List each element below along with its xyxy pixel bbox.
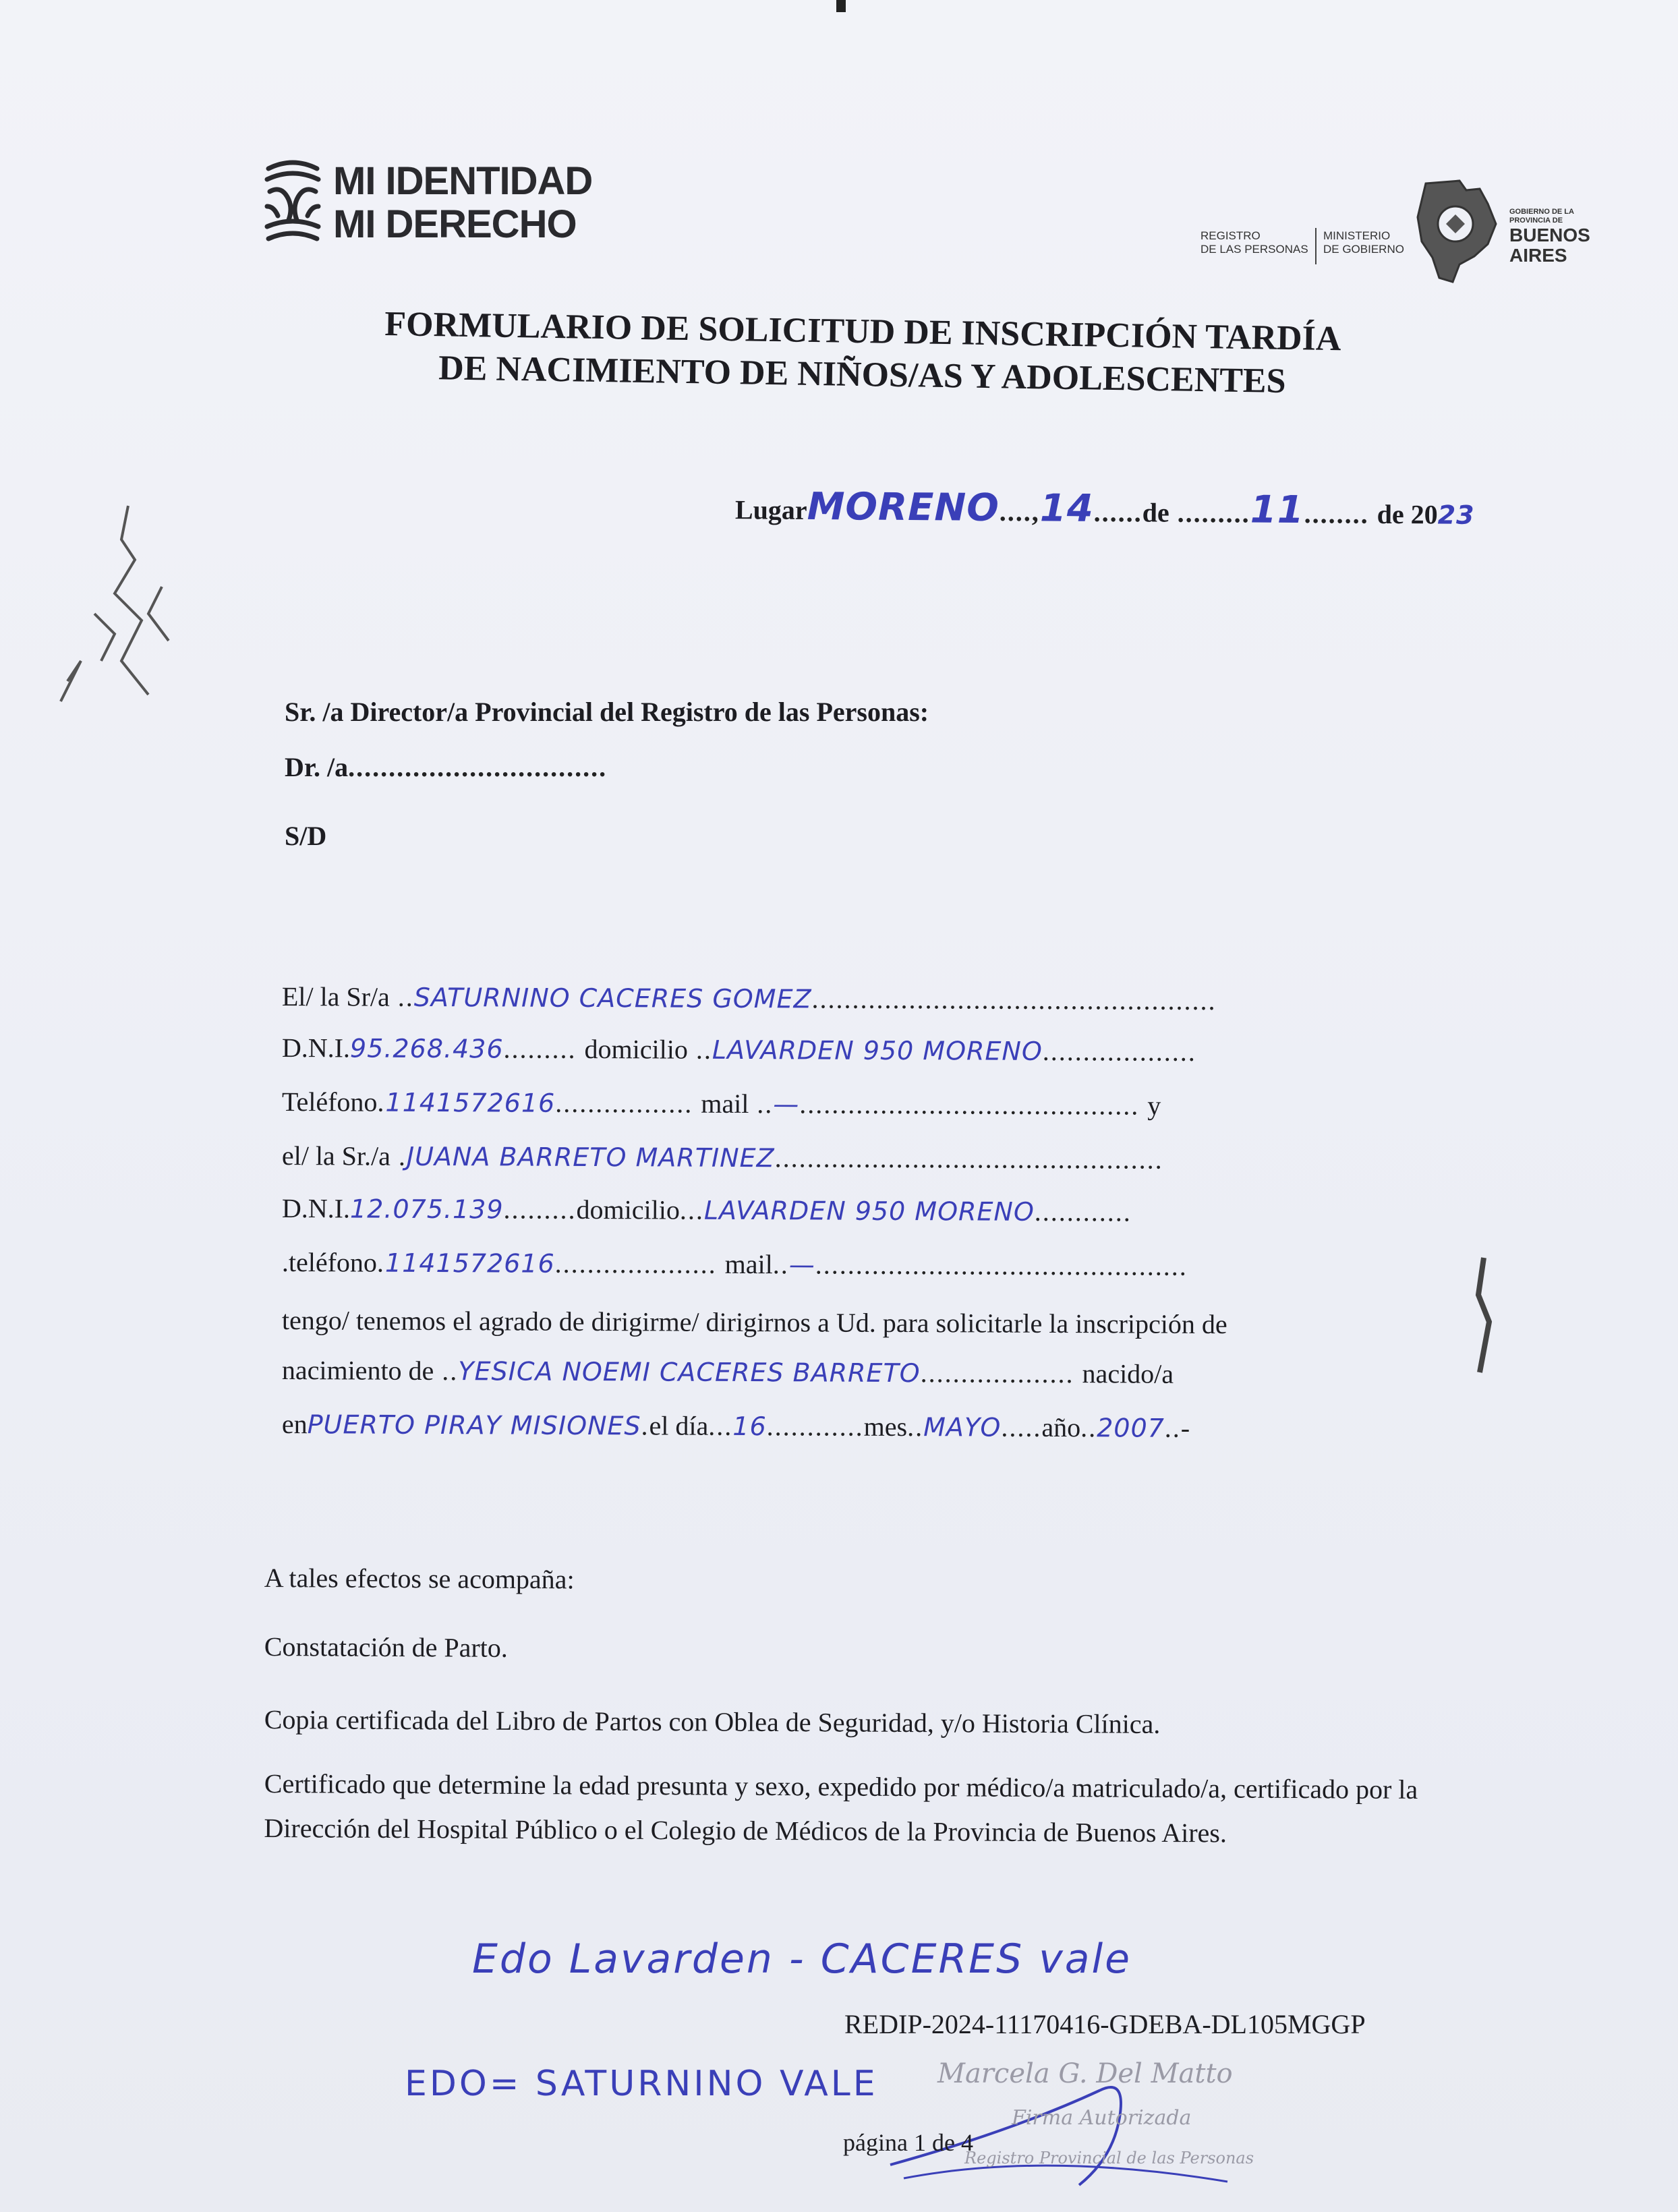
telefono-label: Teléfono <box>281 1086 378 1117</box>
nacimiento-label: nacimiento de <box>281 1355 434 1386</box>
place-date-line <box>735 484 1475 533</box>
person1-name-line <box>282 981 1217 1016</box>
dots: .. <box>1080 1412 1097 1443</box>
gobierno-line-4: AIRES <box>1509 245 1567 266</box>
logo-line-1: MI IDENTIDAD <box>333 159 593 203</box>
y-label: y <box>1147 1090 1161 1121</box>
dots: .................... <box>554 1248 725 1279</box>
person2-mail: — <box>788 1250 815 1280</box>
person1-domicilio: LAVARDEN 950 MORENO <box>712 1035 1043 1066</box>
dots: ......... <box>503 1033 585 1064</box>
dots: .. <box>434 1355 459 1387</box>
person2-phone-line <box>282 1246 1188 1282</box>
dots: .............................................. <box>815 1249 1188 1281</box>
dots: ...... <box>1093 496 1142 528</box>
ministerio-label <box>1323 229 1411 256</box>
dots: . <box>641 1410 649 1441</box>
dr-label: Dr. /a <box>285 752 349 782</box>
ink-smudge <box>1464 1254 1504 1376</box>
registro-line-2: DE LAS PERSONAS <box>1200 243 1308 256</box>
person2-dni: 12.075.139 <box>349 1194 504 1225</box>
dots: .................................................. <box>811 983 1217 1016</box>
day-value: 14 <box>1039 486 1095 531</box>
request-text: tengo/ tenemos el agrado de dirigirme/ dirigirnos a Ud. para solicitarle la inscripción de <box>281 1305 1227 1340</box>
attachment-item-1: Constatación de Parto. <box>264 1631 508 1663</box>
divider <box>1315 228 1317 264</box>
logo-line-2: MI DERECHO <box>333 202 577 246</box>
attachment-item-3: Certificado que determine la edad presunta y sexo, expedido por médico/a matriculado/a, certificado por la Dirección del Hospital Público o el Colegio de Médicos de la Provincia de Buenos Aires. <box>264 1768 1418 1849</box>
dots: . <box>390 1140 407 1171</box>
registro-line-1: REGISTRO <box>1200 229 1261 242</box>
person2-telefono: 1141572616 <box>384 1248 555 1279</box>
person1-label: El/ la Sr/a <box>281 981 390 1012</box>
person1-phone-line <box>282 1086 1161 1122</box>
signature-stamp <box>877 2050 1254 2199</box>
dots: .. <box>907 1411 924 1443</box>
ink-smudge <box>54 499 202 722</box>
mes-label: mes <box>863 1411 908 1443</box>
fingerprint-icon <box>262 159 324 247</box>
domicilio-label: domicilio <box>584 1033 688 1065</box>
anio-label: año <box>1041 1411 1081 1443</box>
telefono2-label: .teléfono <box>281 1247 378 1278</box>
provincia-label <box>1509 208 1590 266</box>
stamp-line-3: Registro Provincial de las Personas <box>964 2149 1254 2167</box>
ministerio-line-2: DE GOBIERNO <box>1323 243 1404 256</box>
dots: . <box>376 1247 386 1278</box>
dots: ................... <box>1042 1035 1196 1067</box>
person1-mail: — <box>773 1089 800 1119</box>
sd-label: S/D <box>285 821 327 851</box>
birth-day: 16 <box>732 1411 767 1442</box>
mail-label: mail <box>701 1088 749 1119</box>
dots: . <box>377 1086 386 1117</box>
dots: ... <box>708 1410 733 1441</box>
dr-line <box>285 751 607 783</box>
child-name-line <box>282 1354 1174 1390</box>
dots: .. <box>687 1034 712 1065</box>
mail-label: mail <box>724 1248 773 1280</box>
ministerio-line-1: MINISTERIO <box>1323 229 1391 242</box>
de-label: de <box>1142 497 1169 528</box>
person2-domicilio: LAVARDEN 950 MORENO <box>703 1195 1035 1227</box>
dots: ............ <box>1034 1196 1132 1227</box>
dots: ................. <box>555 1087 701 1119</box>
nacido-label: nacido/a <box>1082 1358 1174 1389</box>
dia-label: el día <box>649 1410 709 1441</box>
lugar-label: Lugar <box>734 494 807 525</box>
attachment-item-2: Copia certificada del Libro de Partos con Oblea de Seguridad, y/o Historia Clínica. <box>264 1704 1161 1739</box>
gobierno-line-2: PROVINCIA DE <box>1509 216 1563 225</box>
scan-mark <box>836 0 846 12</box>
child-name: YESICA NOEMI CACERES BARRETO <box>458 1356 921 1389</box>
handwritten-note-1: Edo Lavarden - CACERES vale <box>472 1936 1132 1983</box>
person2-dni-line <box>282 1192 1132 1227</box>
attachments-intro: A tales efectos se acompaña: <box>264 1562 575 1595</box>
form-title <box>255 301 1470 406</box>
dots: ............ <box>766 1411 864 1442</box>
person1-dni: 95.268.436 <box>349 1033 504 1064</box>
registro-label <box>1200 229 1308 256</box>
birth-month: MAYO <box>923 1412 1002 1443</box>
person2-name-line <box>282 1140 1163 1175</box>
dni-label: D.N.I. <box>281 1032 351 1064</box>
document-reference: REDIP-2024-11170416-GDEBA-DL105MGGP <box>844 2009 1366 2039</box>
domicilio-label: domicilio <box>576 1194 680 1225</box>
birth-place: PUERTO PIRAY MISIONES <box>307 1409 641 1441</box>
handwritten-note-2: EDO= SATURNINO VALE <box>405 2064 878 2104</box>
stamp-line-1: Marcela G. Del Matto <box>937 2058 1233 2089</box>
person1-telefono: 1141572616 <box>385 1087 556 1118</box>
dots: ........ <box>1304 498 1377 529</box>
title-line-1: FORMULARIO DE SOLICITUD DE INSCRIPCIÓN TARDÍA <box>384 304 1341 359</box>
dots: .. <box>389 981 414 1012</box>
person2-name: JUANA BARRETO MARTINEZ <box>406 1141 775 1173</box>
dots: .. <box>772 1249 789 1280</box>
stamp-line-2: Firma Autorizada <box>1012 2106 1192 2130</box>
lugar-value: MORENO <box>807 484 1000 530</box>
person1-dni-line <box>282 1032 1196 1068</box>
title-line-2: DE NACIMIENTO DE NIÑOS/AS Y ADOLESCENTES <box>438 349 1286 401</box>
dots: .......................................... <box>799 1088 1148 1121</box>
dots: ......... <box>1169 497 1250 529</box>
birth-year: 2007 <box>1097 1413 1165 1443</box>
mi-identidad-logo <box>262 159 592 247</box>
government-block <box>1200 177 1590 285</box>
year-value: 23 <box>1437 500 1475 530</box>
dots: ...., <box>999 496 1040 527</box>
province-map-icon <box>1412 177 1500 285</box>
dots: ..... <box>1001 1411 1042 1443</box>
dots: ................................ <box>348 752 608 782</box>
gobierno-line-1: GOBIERNO DE LA <box>1509 208 1574 216</box>
dots: ......... <box>503 1194 577 1225</box>
dni-label: D.N.I. <box>281 1193 351 1224</box>
dots: ................................................ <box>774 1142 1163 1175</box>
person2-label: el/ la Sr./a <box>281 1140 391 1171</box>
dots: ..- <box>1164 1412 1192 1443</box>
en-label: en <box>281 1409 308 1440</box>
dots: ... <box>679 1194 704 1225</box>
month-value: 11 <box>1250 488 1304 533</box>
dots: .. <box>749 1088 774 1119</box>
dots: ................... <box>920 1358 1082 1389</box>
addressee: Sr. /a Director/a Provincial del Registro de las Personas: <box>285 697 929 727</box>
birth-line <box>282 1408 1192 1444</box>
year-prefix: de 20 <box>1377 498 1438 530</box>
page-number: página 1 de 4 <box>843 2129 973 2156</box>
person1-name: SATURNINO CACERES GOMEZ <box>413 982 812 1014</box>
gobierno-line-3: BUENOS <box>1509 225 1590 245</box>
